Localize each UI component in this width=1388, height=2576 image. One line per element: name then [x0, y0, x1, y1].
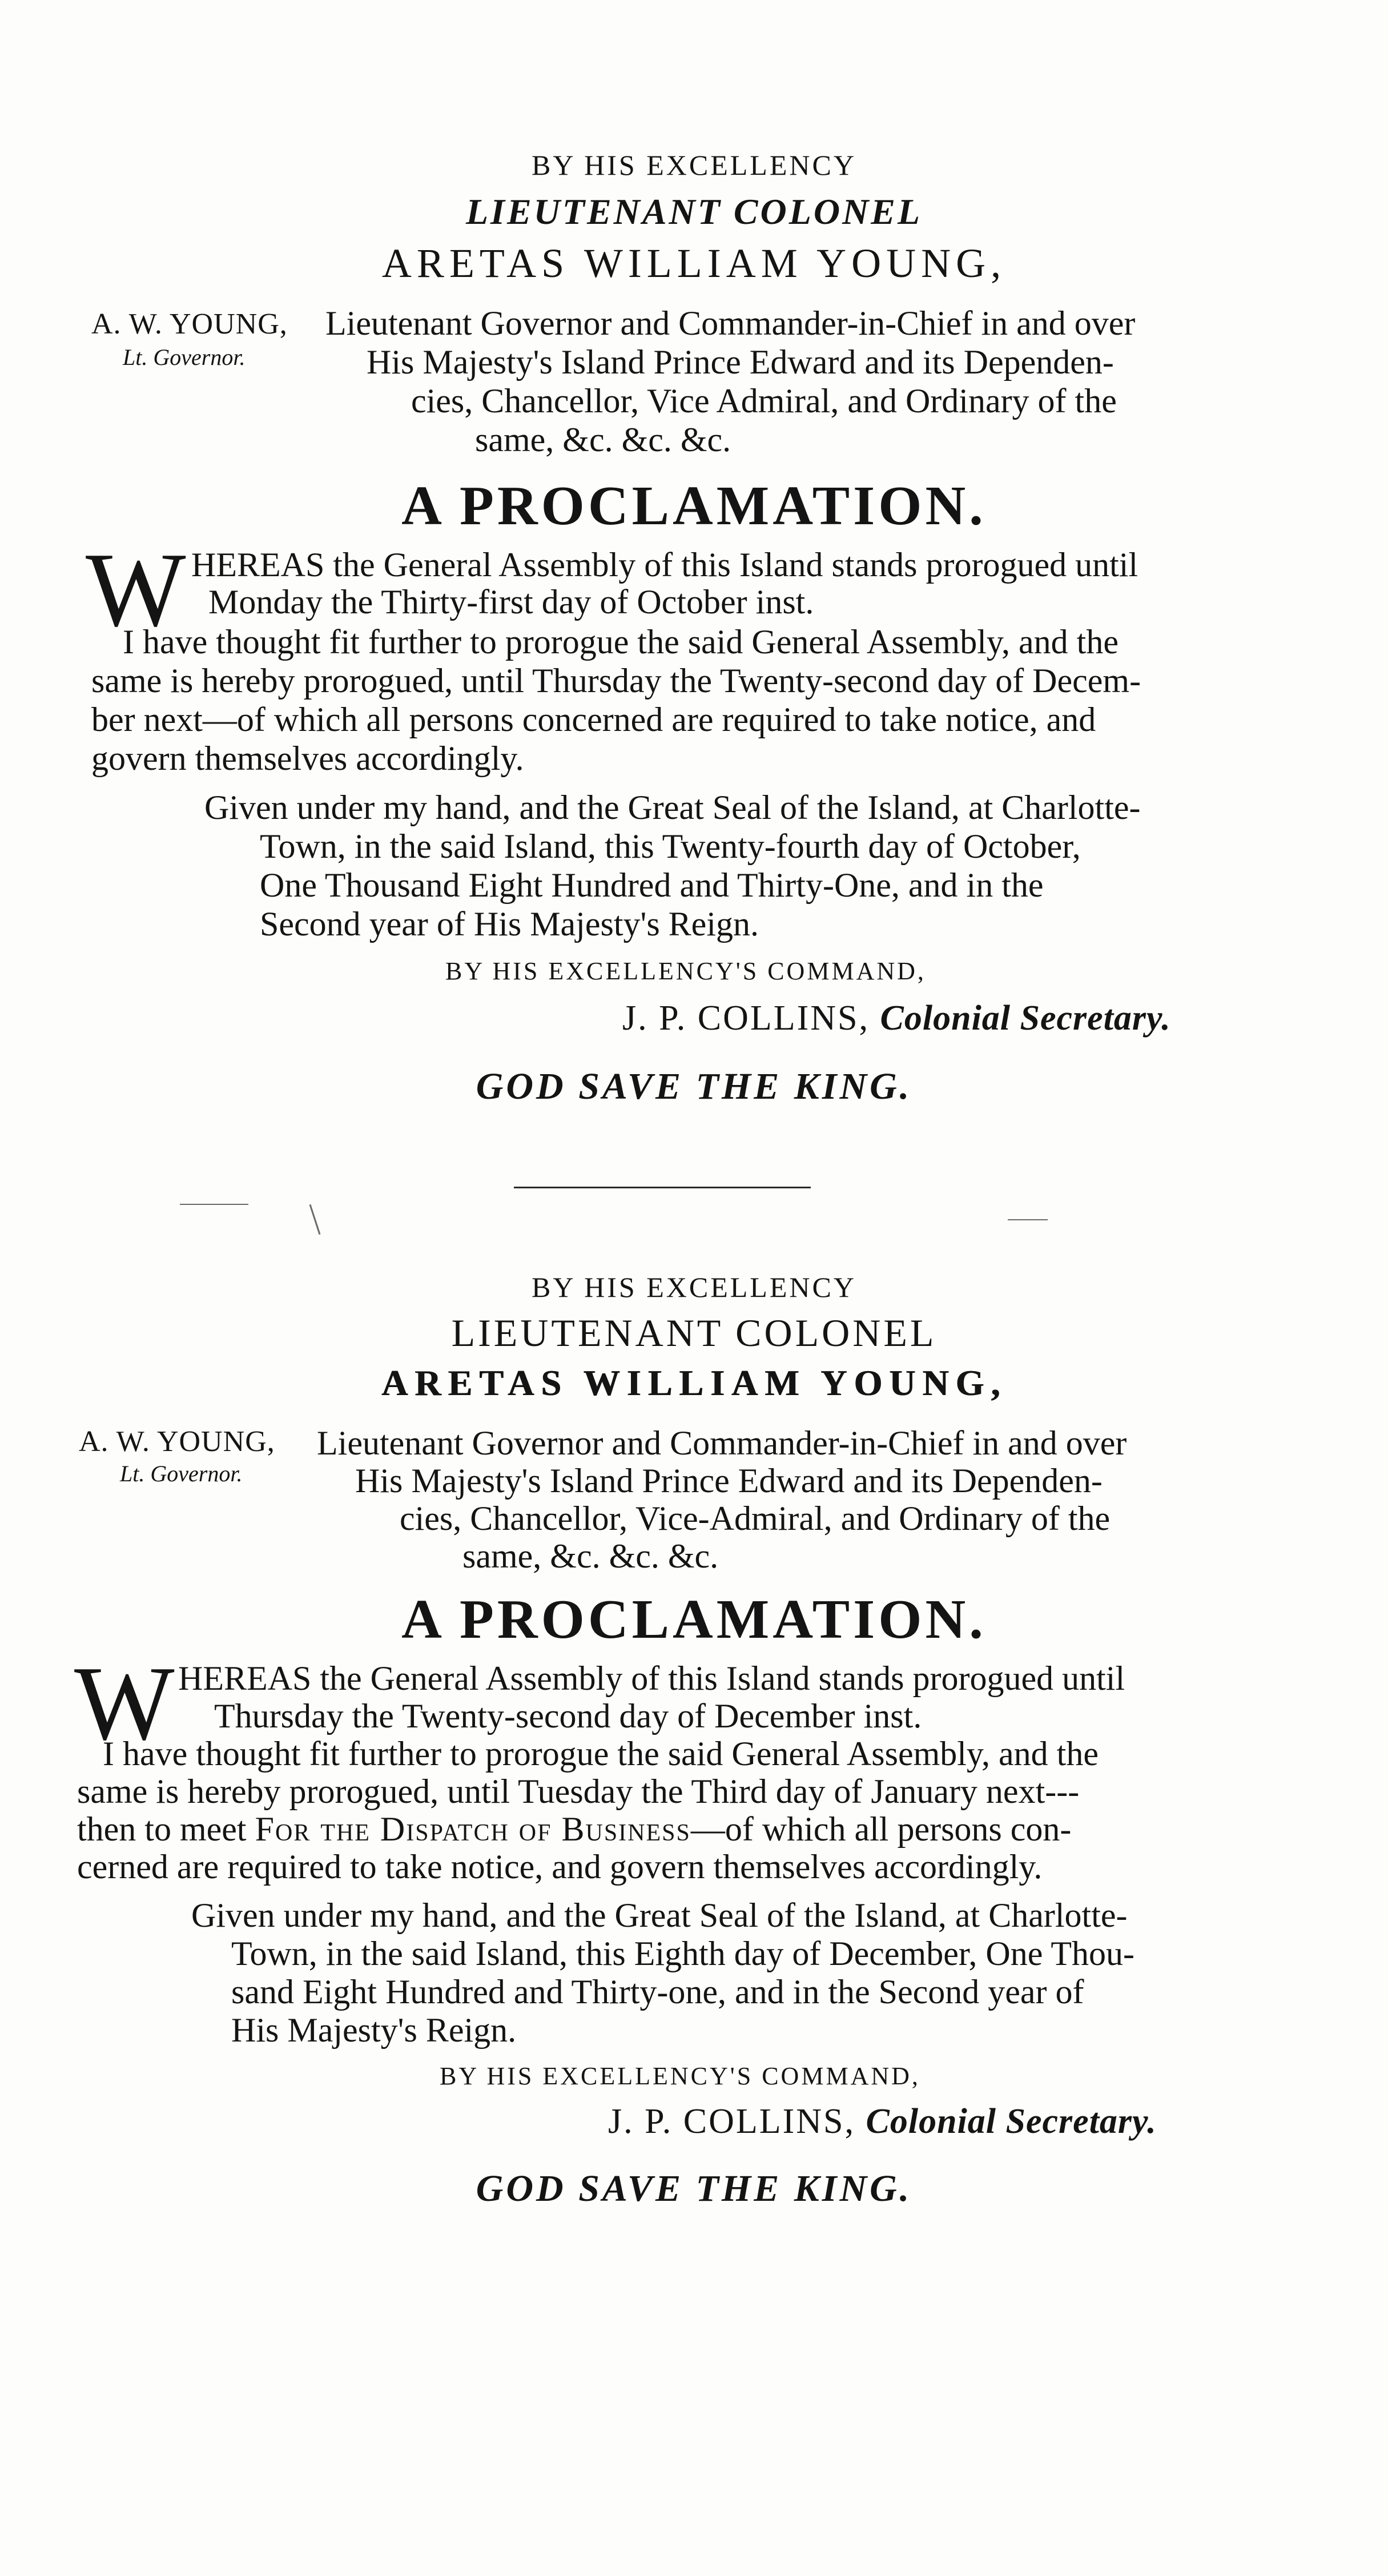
command-line: BY HIS EXCELLENCY'S COMMAND, [445, 957, 926, 985]
drop-cap: W [74, 1645, 175, 1762]
rank-title: LIEUTENANT COLONEL [465, 191, 923, 232]
body-line-4: govern themselves accordingly. [91, 740, 524, 777]
proclamation-1 [0, 143, 1388, 1228]
titles-line-1: Lieutenant Governor and Commander-in-Chief in and over [325, 304, 1136, 342]
body-line-3-prefix: then to meet [77, 1810, 255, 1848]
separator-rule [514, 1187, 811, 1188]
proclamation-heading: A PROCLAMATION. [401, 475, 987, 537]
body-line-2: same is hereby prorogued, until Thursday the Twenty-second day of Decem- [91, 662, 1141, 700]
proclamation-heading: A PROCLAMATION. [401, 1589, 987, 1650]
closing-line: GOD SAVE THE KING. [476, 2168, 912, 2209]
command-line: BY HIS EXCELLENCY'S COMMAND, [440, 2062, 920, 2090]
print-speck [1008, 1219, 1048, 1220]
given-line-3: sand Eight Hundred and Thirty-one, and in the Second year of [231, 1973, 1084, 2011]
print-speck [180, 1204, 248, 1205]
titles-line-1: Lieutenant Governor and Commander-in-Chief in and over [317, 1424, 1127, 1462]
signer-title: Lt. Governor. [120, 1461, 243, 1486]
by-his-excellency: BY HIS EXCELLENCY [532, 1271, 856, 1303]
body-line-2: same is hereby prorogued, until Tuesday the Third day of January next--- [77, 1773, 1080, 1810]
whereas-line-1: HEREAS the General Assembly of this Island stands prorogued until [191, 546, 1138, 584]
given-line-3: One Thousand Eight Hundred and Thirty-One, and in the [260, 866, 1044, 904]
titles-line-2: His Majesty's Island Prince Edward and its Dependen- [355, 1462, 1103, 1500]
dispatch-of-business: For the Dispatch of Business [255, 1810, 691, 1848]
rank-title: LIEUTENANT COLONEL [451, 1311, 937, 1355]
whereas-line-2: Thursday the Twenty-second day of December inst. [214, 1697, 922, 1735]
secretary-line [622, 998, 1171, 1039]
whereas-line-1: HEREAS the General Assembly of this Island stands prorogued until [178, 1659, 1125, 1697]
given-line-4: His Majesty's Reign. [231, 2011, 517, 2049]
body-line-3: ber next—of which all persons concerned are required to take notice, and [91, 701, 1096, 738]
governor-name: ARETAS WILLIAM YOUNG, [381, 240, 1007, 286]
secretary-title: Colonial Secretary. [880, 999, 1171, 1038]
titles-line-2: His Majesty's Island Prince Edward and its Dependen- [367, 343, 1114, 381]
titles-line-3: cies, Chancellor, Vice Admiral, and Ordinary of the [411, 382, 1117, 420]
titles-line-3: cies, Chancellor, Vice-Admiral, and Ordinary of the [400, 1500, 1111, 1537]
secretary-name: J. P. COLLINS, [608, 2102, 856, 2141]
body-line-1: I have thought fit further to prorogue the said General Assembly, and the [103, 1735, 1099, 1773]
body-line-4: cerned are required to take notice, and govern themselves accordingly. [77, 1848, 1043, 1886]
signer-title: Lt. Governor. [123, 344, 246, 370]
secretary-name: J. P. COLLINS, [622, 999, 870, 1038]
given-line-1: Given under my hand, and the Great Seal of the Island, at Charlotte- [191, 1896, 1128, 1934]
proclamation-2 [0, 1271, 1388, 2356]
drop-cap: W [86, 531, 186, 649]
given-line-4: Second year of His Majesty's Reign. [260, 905, 759, 943]
titles-line-4: same, &c. &c. &c. [462, 1537, 719, 1575]
governor-name: ARETAS WILLIAM YOUNG, [381, 1363, 1007, 1403]
signer-name: A. W. YOUNG, [79, 1425, 275, 1458]
secretary-title: Colonial Secretary. [866, 2102, 1157, 2141]
body-line-3 [77, 1810, 1071, 1849]
titles-line-4: same, &c. &c. &c. [475, 421, 731, 459]
body-line-3-suffix: —of which all persons con- [690, 1810, 1072, 1848]
given-line-2: Town, in the said Island, this Twenty-fourth day of October, [260, 827, 1081, 865]
body-line-1: I have thought fit further to prorogue the said General Assembly, and the [123, 623, 1119, 661]
secretary-line [608, 2101, 1157, 2142]
whereas-line-2: Monday the Thirty-first day of October inst. [208, 583, 814, 621]
by-his-excellency: BY HIS EXCELLENCY [532, 149, 856, 181]
given-line-1: Given under my hand, and the Great Seal of the Island, at Charlotte- [204, 789, 1141, 826]
signer-name: A. W. YOUNG, [91, 308, 288, 340]
closing-line: GOD SAVE THE KING. [476, 1066, 912, 1107]
given-line-2: Town, in the said Island, this Eighth day of December, One Thou- [231, 1935, 1134, 1972]
